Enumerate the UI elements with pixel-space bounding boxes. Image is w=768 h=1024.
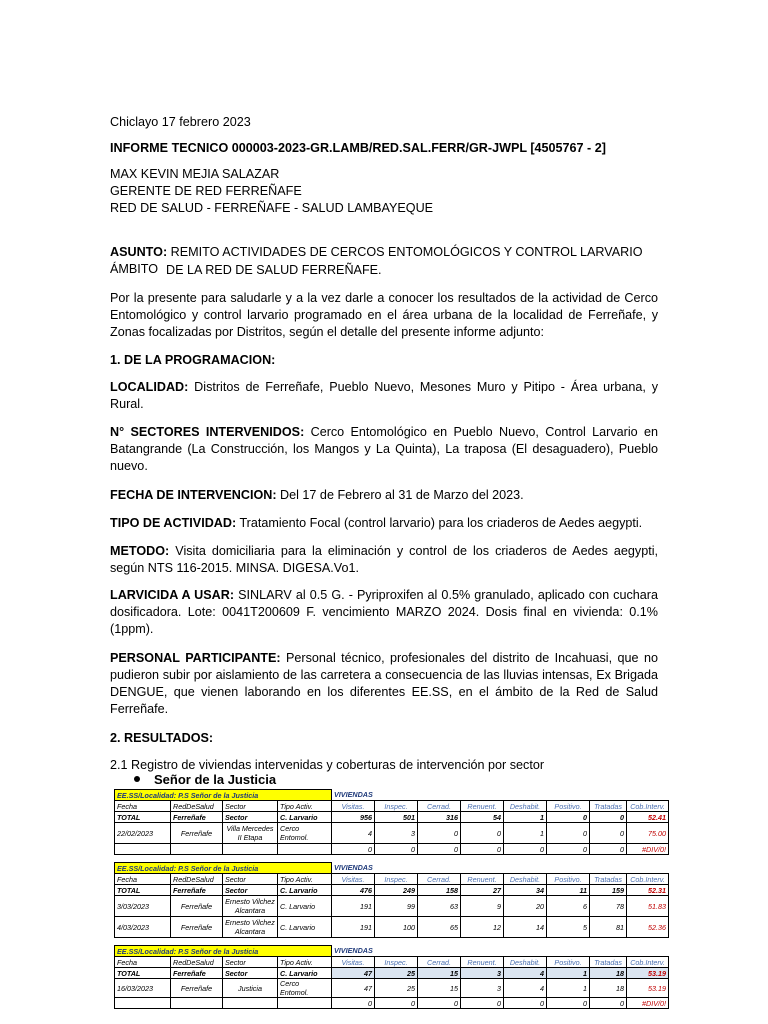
table-cell: Ernesto Vilchez Alcantara	[223, 896, 278, 917]
column-header: Deshabit.	[504, 801, 547, 812]
table-cell: 956	[332, 812, 375, 823]
localidad-label: LOCALIDAD:	[110, 380, 189, 394]
table-cell: Cerco Entomol.	[278, 979, 332, 998]
column-header: Sector	[223, 957, 278, 968]
bullet-label: Señor de la Justicia	[154, 772, 277, 787]
table-cell: 0	[461, 998, 504, 1009]
column-header: Sector	[223, 801, 278, 812]
asunto-line2: DE LA RED DE SALUD FERREÑAFE.	[166, 263, 382, 277]
sectores-text: Cerco Entomológico en Pueblo Nuevo, Control Larvario en Batangrande (La Construcción, los Mangos y La Quinta), La traposa (El desaguadero), Pueblo nuevo.	[110, 425, 658, 473]
table-cell: Ferreñafe	[171, 885, 223, 896]
table-cell: 47	[332, 979, 375, 998]
table-cell: 16/03/2023	[115, 979, 171, 998]
table-cell: Ernesto Vilchez Alcantara	[223, 917, 278, 938]
column-header: RedDeSalud	[171, 874, 223, 885]
column-header: Cob.Interv.	[627, 874, 669, 885]
tipo-label: TIPO DE ACTIVIDAD:	[110, 516, 237, 530]
table-cell: 81	[590, 917, 627, 938]
larvicida-label: LARVICIDA A USAR:	[110, 588, 235, 602]
table-cell: 501	[375, 812, 418, 823]
table-cell: 25	[375, 968, 418, 979]
column-header: Fecha	[115, 957, 171, 968]
table-cell: 476	[332, 885, 375, 896]
table-cell: Justicia	[223, 979, 278, 998]
table-cell: 18	[590, 968, 627, 979]
metodo-paragraph	[110, 543, 658, 577]
table-cell: 0	[418, 823, 461, 844]
table-cell: 18	[590, 979, 627, 998]
column-header: Tratadas	[590, 874, 627, 885]
viviendas-label: VIVIENDAS	[334, 946, 373, 956]
viviendas-label: VIVIENDAS	[334, 863, 373, 873]
bullet-dot-icon	[134, 776, 140, 782]
column-header: Renuent.	[461, 957, 504, 968]
table-row	[115, 844, 669, 855]
intro-paragraph: Por la presente para saludarle y a la vez darle a conocer los resultados de la actividad de Cerco Entomológico y control larvario programado en el área urbana de la localidad de Ferreñafe, y Zonas focalizadas por Distritos, según el detalle del presente informe adjunto:	[110, 291, 658, 339]
table-row	[115, 823, 669, 844]
table-cell: 9	[461, 896, 504, 917]
table-row	[115, 917, 669, 938]
table-cell: 1	[504, 823, 547, 844]
results-table	[114, 789, 669, 855]
informe-title: INFORME TECNICO 000003-2023-GR.LAMB/RED.SAL.FERR/GR-JWPL [4505767 - 2]	[110, 141, 606, 155]
column-header: Cerrad.	[418, 801, 461, 812]
table-cell: 52.41	[627, 812, 669, 823]
section-2-heading: 2. RESULTADOS:	[110, 731, 214, 745]
subsection-2-1: 2.1 Registro de viviendas intervenidas y coberturas de intervención por sector	[110, 758, 545, 772]
table-cell: 0	[590, 823, 627, 844]
table-cell: 78	[590, 896, 627, 917]
table-cell: 20	[504, 896, 547, 917]
sectores-paragraph	[110, 424, 658, 475]
table-title: EE.SS/Localidad: P.S Señor de la Justicia	[115, 946, 332, 957]
table-cell	[223, 998, 278, 1009]
table-cell: #DIV/0!	[627, 844, 669, 855]
column-header: Visitas.	[332, 957, 375, 968]
table-cell: Ferreñafe	[171, 979, 223, 998]
table-cell: 0	[418, 844, 461, 855]
column-header: RedDeSalud	[171, 801, 223, 812]
table-cell	[171, 844, 223, 855]
larvicida-paragraph	[110, 587, 658, 638]
bullet-item	[134, 772, 276, 787]
table-cell	[278, 844, 332, 855]
table-cell: 3	[461, 968, 504, 979]
total-row	[115, 885, 669, 896]
table-cell: Ferreñafe	[171, 968, 223, 979]
table-cell: 4/03/2023	[115, 917, 171, 938]
column-header: Sector	[223, 874, 278, 885]
table-cell: 1	[547, 979, 590, 998]
table-cell: 0	[375, 844, 418, 855]
column-header: Visitas.	[332, 874, 375, 885]
table-cell: TOTAL	[115, 812, 171, 823]
table-cell: Ferreñafe	[171, 812, 223, 823]
table-title-row	[115, 863, 669, 874]
column-header: Tratadas	[590, 957, 627, 968]
table-cell	[115, 998, 171, 1009]
personal-text: Personal técnico, profesionales del distrito de Incahuasi, que no pudieron subir por aislamiento de las carretera a consecuencia de las lluvias intensas, Ex Brigada DENGUE, que vienen laborando en los diferentes EE.SS, en el ámbito de la Red de Salud Ferreñafe.	[110, 651, 658, 716]
localidad-text: Distritos de Ferreñafe, Pueblo Nuevo, Mesones Muro y Pitipo - Área urbana, y Rural.	[110, 380, 658, 411]
table-cell: 52.31	[627, 885, 669, 896]
metodo-text: Visita domiciliaria para la eliminación y control de los criaderos de Aedes aegypti, según NTS 116-2015. MINSA. DIGESA.Vo1.	[110, 544, 659, 575]
table-cell: 0	[332, 844, 375, 855]
table-cell: 52.36	[627, 917, 669, 938]
table-cell: C. Larvario	[278, 896, 332, 917]
table-cell	[115, 844, 171, 855]
table-cell: 14	[504, 917, 547, 938]
asunto-label: ASUNTO:	[110, 245, 168, 259]
fecha-text: Del 17 de Febrero al 31 de Marzo del 2023.	[280, 488, 524, 502]
larvicida-text: SINLARV al 0.5 G. - Pyriproxifen al 0.5% granulado, aplicado con cuchara dosificadora. Lote: 0041T200609 F. vencimiento MARZO 2024. Dosis final en vivienda: 0.1% (1ppm).	[110, 588, 658, 636]
column-header: Positivo.	[547, 957, 590, 968]
table-row	[115, 896, 669, 917]
table-cell: 99	[375, 896, 418, 917]
table-title: EE.SS/Localidad: P.S Señor de la Justicia	[115, 863, 332, 874]
table-cell: 53.19	[627, 968, 669, 979]
asunto-text1: REMITO ACTIVIDADES DE CERCOS ENTOMOLÓGICOS Y CONTROL LARVARIO ÁMBITO	[110, 245, 643, 276]
table-cell: Ferreñafe	[171, 823, 223, 844]
table-cell: 316	[418, 812, 461, 823]
table-cell: C. Larvario	[278, 917, 332, 938]
total-row	[115, 812, 669, 823]
table-cell: Ferreñafe	[171, 896, 223, 917]
column-header: Positivo.	[547, 801, 590, 812]
total-row	[115, 968, 669, 979]
table-cell: Sector	[223, 968, 278, 979]
table-title-row	[115, 946, 669, 957]
table-cell: 25	[375, 979, 418, 998]
column-header: Visitas.	[332, 801, 375, 812]
table-cell: 191	[332, 896, 375, 917]
table-cell: 0	[461, 823, 504, 844]
column-header: Tipo Activ.	[278, 957, 332, 968]
table-cell: 47	[332, 968, 375, 979]
table-cell: 158	[418, 885, 461, 896]
column-header: Cob.Interv.	[627, 957, 669, 968]
table-cell: 11	[547, 885, 590, 896]
table-cell: 75.00	[627, 823, 669, 844]
table-cell: 63	[418, 896, 461, 917]
localidad-paragraph	[110, 379, 658, 413]
table-cell: TOTAL	[115, 968, 171, 979]
table-cell: #DIV/0!	[627, 998, 669, 1009]
column-header: Cob.Interv.	[627, 801, 669, 812]
table-title: EE.SS/Localidad: P.S Señor de la Justicia	[115, 790, 332, 801]
results-table	[114, 945, 669, 1009]
table-header-row	[115, 801, 669, 812]
table-cell: 3	[461, 979, 504, 998]
results-table	[114, 862, 669, 938]
personal-paragraph	[110, 650, 658, 718]
table-header-row	[115, 957, 669, 968]
table-cell: Sector	[223, 812, 278, 823]
viviendas-label: VIVIENDAS	[334, 790, 373, 800]
table-cell: 54	[461, 812, 504, 823]
table-row	[115, 979, 669, 998]
column-header: Renuent.	[461, 874, 504, 885]
table-title-row	[115, 790, 669, 801]
table-cell: 0	[547, 823, 590, 844]
column-header: Tipo Activ.	[278, 874, 332, 885]
table-cell: 249	[375, 885, 418, 896]
table-cell: 27	[461, 885, 504, 896]
table-cell: 12	[461, 917, 504, 938]
table-cell	[223, 844, 278, 855]
column-header: RedDeSalud	[171, 957, 223, 968]
table-cell: 0	[504, 998, 547, 1009]
column-header: Cerrad.	[418, 957, 461, 968]
date-line: Chiclayo 17 febrero 2023	[110, 115, 251, 129]
table-cell: 191	[332, 917, 375, 938]
table-cell: 4	[332, 823, 375, 844]
table-cell: 34	[504, 885, 547, 896]
table-cell: 0	[590, 844, 627, 855]
table-cell	[171, 998, 223, 1009]
table-cell: 0	[461, 844, 504, 855]
sectores-label: N° SECTORES INTERVENIDOS:	[110, 425, 305, 439]
table-cell: 1	[547, 968, 590, 979]
table-cell: 15	[418, 968, 461, 979]
column-header: Deshabit.	[504, 874, 547, 885]
table-cell: 51.83	[627, 896, 669, 917]
table-cell: Sector	[223, 885, 278, 896]
table-cell: 0	[418, 998, 461, 1009]
table-cell: 6	[547, 896, 590, 917]
recipient-name: MAX KEVIN MEJIA SALAZAR	[110, 167, 280, 181]
table-cell: C. Larvario	[278, 968, 332, 979]
table-cell: Villa Mercedes II Etapa	[223, 823, 278, 844]
table-cell: 0	[547, 812, 590, 823]
table-cell: 159	[590, 885, 627, 896]
recipient-role: GERENTE DE RED FERREÑAFE	[110, 184, 302, 198]
table-cell: 3/03/2023	[115, 896, 171, 917]
table-cell: 0	[375, 998, 418, 1009]
table-cell: 3	[375, 823, 418, 844]
table-cell: 0	[547, 844, 590, 855]
column-header: Inspec.	[375, 801, 418, 812]
table-cell: 4	[504, 968, 547, 979]
table-cell: 1	[504, 812, 547, 823]
table-cell: Ferreñafe	[171, 917, 223, 938]
table-cell: 65	[418, 917, 461, 938]
table-cell: 0	[547, 998, 590, 1009]
section-1-heading: 1. DE LA PROGRAMACION:	[110, 353, 276, 367]
table-cell: 15	[418, 979, 461, 998]
column-header: Positivo.	[547, 874, 590, 885]
metodo-label: METODO:	[110, 544, 170, 558]
table-cell: 5	[547, 917, 590, 938]
table-cell	[278, 998, 332, 1009]
personal-label: PERSONAL PARTICIPANTE:	[110, 651, 281, 665]
table-cell: 0	[332, 998, 375, 1009]
recipient-org: RED DE SALUD - FERREÑAFE - SALUD LAMBAYEQUE	[110, 201, 434, 215]
fecha-label: FECHA DE INTERVENCION:	[110, 488, 277, 502]
table-cell: 0	[504, 844, 547, 855]
column-header: Renuent.	[461, 801, 504, 812]
column-header: Tipo Activ.	[278, 801, 332, 812]
table-header-row	[115, 874, 669, 885]
fecha-paragraph	[110, 487, 658, 504]
tipo-paragraph	[110, 515, 658, 532]
table-cell: 4	[504, 979, 547, 998]
column-header: Tratadas	[590, 801, 627, 812]
table-cell: 0	[590, 812, 627, 823]
table-cell: 22/02/2023	[115, 823, 171, 844]
table-cell: C. Larvario	[278, 885, 332, 896]
column-header: Inspec.	[375, 957, 418, 968]
table-cell: 0	[590, 998, 627, 1009]
table-cell: 100	[375, 917, 418, 938]
column-header: Cerrad.	[418, 874, 461, 885]
table-cell: TOTAL	[115, 885, 171, 896]
table-cell: C. Larvario	[278, 812, 332, 823]
table-row	[115, 998, 669, 1009]
table-cell: 53.19	[627, 979, 669, 998]
column-header: Fecha	[115, 801, 171, 812]
column-header: Inspec.	[375, 874, 418, 885]
table-cell: Cerco Entomol.	[278, 823, 332, 844]
column-header: Deshabit.	[504, 957, 547, 968]
tipo-text: Tratamiento Focal (control larvario) para los criaderos de Aedes aegypti.	[239, 516, 643, 530]
column-header: Fecha	[115, 874, 171, 885]
